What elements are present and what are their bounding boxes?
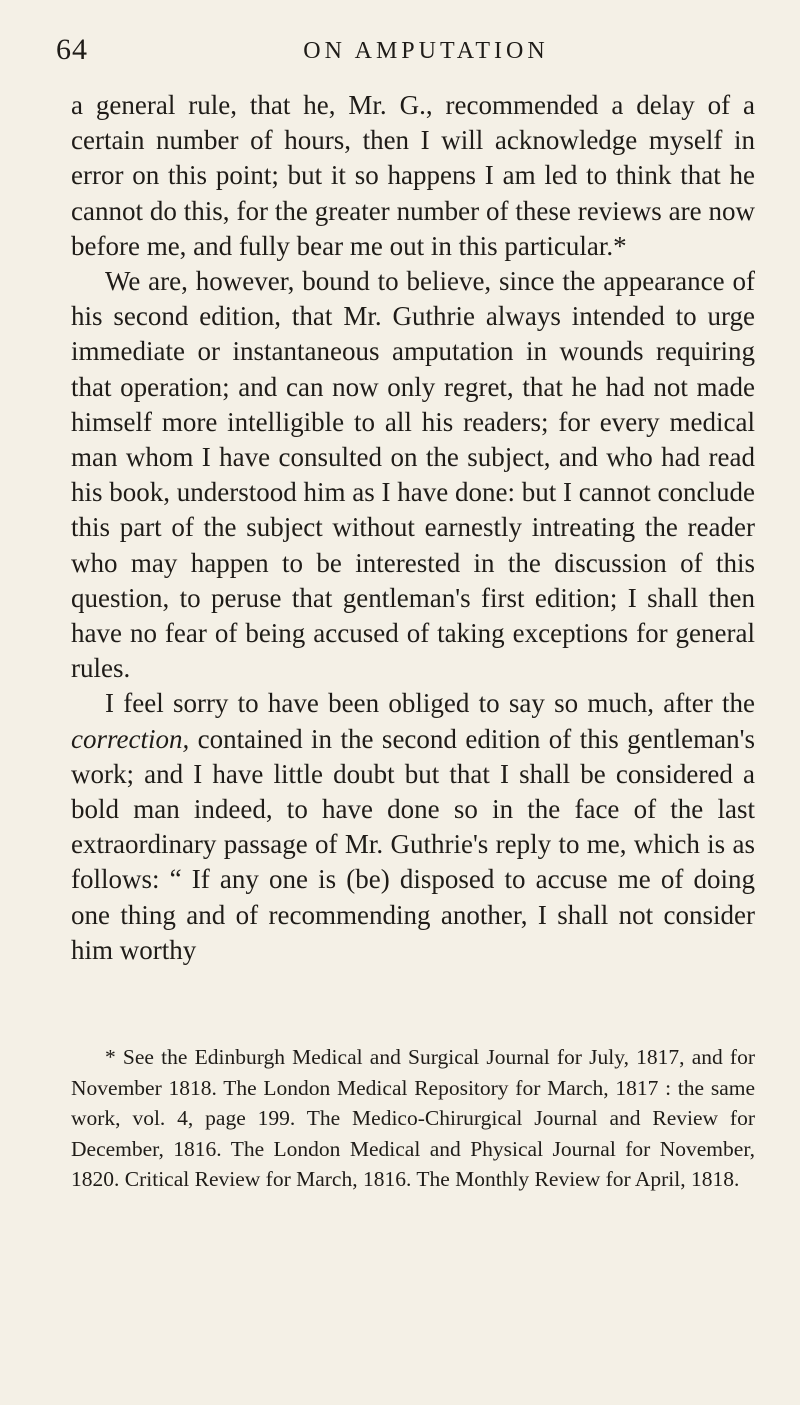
- paragraph-2: We are, however, bound to believe, since the appearance of his second edition, that Mr. Guthrie always intended to urge immediate or instantaneous amputation in wounds requiring that operation; and can now only regret, that he had not made himself more intelligible to all his readers; for every medical man whom I have consulted on the subject, and who had read his book, understood him as I have done: but I cannot conclude this part of the subject without earnestly intreating the reader who may happen to be interested in the discussion of this question, to peruse that gentleman's first edition; I shall then have no fear of being accused of taking exceptions for general rules.: [71, 266, 755, 684]
- paragraph-1: a general rule, that he, Mr. G., recommended a delay of a certain number of hours, then I will acknowledge myself in error on this point; but it so happens I am led to think that he cannot do this, for the greater number of these reviews are now before me, and fully bear me out in this particular.*: [71, 90, 755, 261]
- paragraph-3-italic: correction,: [71, 723, 190, 754]
- footnote: [71, 1042, 755, 1195]
- paragraph-3-start: I feel sorry to have been obliged to say so much, after the: [105, 688, 755, 719]
- paragraph-3: [71, 686, 755, 968]
- footnote-text: * See the Edinburgh Medical and Surgical Journal for July, 1817, and for November 1818. The London Medical Repository for March, 1817 : the same work, vol. 4, page 199. The Medico-Chirurgical Journal and Review for December, 1816. The London Medical and Physical Journal for November, 1820. Critical Review for March, 1816. The Monthly Review for April, 1818.: [71, 1045, 755, 1191]
- page-number: 64: [56, 33, 88, 66]
- running-title: ON AMPUTATION: [303, 38, 549, 64]
- running-head: [56, 30, 756, 70]
- paragraph-3-end: contained in the second edition of this gentleman's work; and I have little doubt but that I shall be considered a bold man indeed, to have done so in the face of the last extraordinary passage of Mr. Guthrie's reply to me, which is as follows: “ If any one is (be) disposed to accuse me of doing one thing and of recommending another, I shall not consider him worthy: [71, 723, 755, 965]
- body-text: [71, 88, 755, 968]
